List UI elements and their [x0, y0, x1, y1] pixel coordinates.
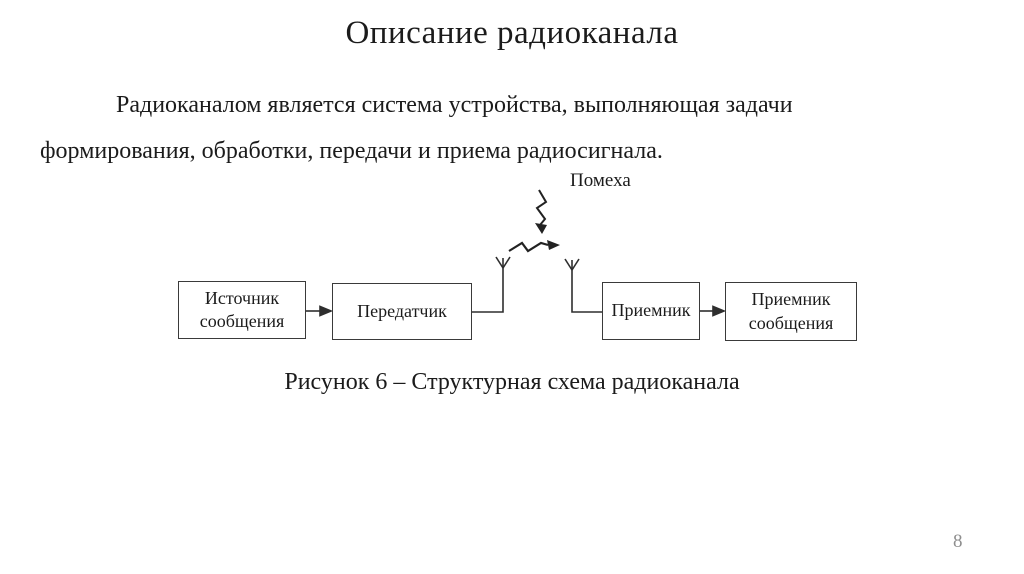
message-receiver-box-label-line2: сообщения — [748, 312, 834, 333]
source-box-label-line2: сообщения — [199, 311, 285, 331]
message-receiver-box — [725, 282, 857, 341]
body-line-1: Радиоканалом является система устройства, выполняющая задачи — [116, 92, 793, 118]
message-receiver-box-label-line1: Приемник — [751, 289, 831, 310]
receiver-antenna-icon — [565, 259, 602, 312]
connector-arrow-source-transmitter — [306, 307, 331, 316]
transmitter-antenna-icon — [472, 257, 510, 312]
lightning-icon — [535, 190, 547, 234]
source-box-label-line1: Источник — [204, 287, 280, 308]
body-line-2: формирования, обработки, передачи и приема радиосигнала. — [40, 138, 663, 164]
connector-arrow-receiver-sink — [700, 307, 724, 316]
transmitter-box — [332, 283, 472, 340]
receiver-box-label: Приемник — [611, 300, 691, 321]
interference-label: Помеха — [570, 170, 631, 191]
interference-zigzag-arrow-icon — [509, 240, 560, 251]
source-box — [178, 281, 306, 339]
page-number: 8 — [953, 531, 963, 552]
page-title: Описание радиоканала — [345, 15, 679, 51]
figure-caption: Рисунок 6 – Структурная схема радиоканала — [284, 369, 740, 395]
body-paragraph — [40, 82, 970, 174]
transmitter-box-label: Передатчик — [357, 300, 447, 321]
receiver-box — [602, 282, 700, 340]
